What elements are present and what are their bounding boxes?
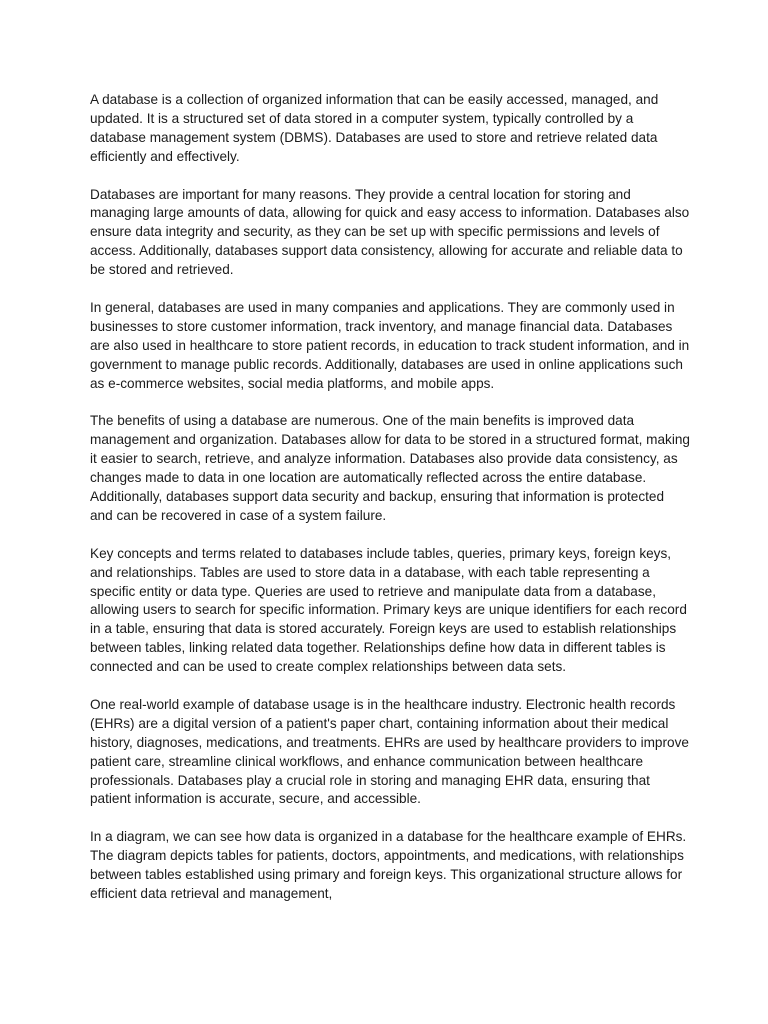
paragraph-usage: In general, databases are used in many companies and applications. They are commonly used in businesses to store customer information, track inventory, and manage financial data. Databases are also used in healthcare to store patient records, in education to track student information, and in government to manage public records. Additionally, databases are used in online applications such as e-commerce websites, social media platforms, and mobile apps. bbox=[90, 299, 690, 391]
document-body bbox=[90, 91, 690, 923]
paragraph-diagram: In a diagram, we can see how data is organized in a database for the healthcare example of EHRs. The diagram depicts tables for patients, doctors, appointments, and medications, with relationships between tables established using primary and foreign keys. This organizational structure allows for efficient data retrieval and management, bbox=[90, 829, 687, 901]
paragraph-importance: Databases are important for many reasons. They provide a central location for storing and managing large amounts of data, allowing for quick and easy access to information. Databases also ensure data integrity and security, as they can be set up with specific permissions and levels of access. Additionally, databases support data consistency, allowing for accurate and reliable data to be stored and retrieved. bbox=[90, 186, 690, 278]
paragraph-key-concepts: Key concepts and terms related to databases include tables, queries, primary keys, foreign keys, and relationships. Tables are used to store data in a database, with each table representing a specific entity or data type. Queries are used to retrieve and manipulate data from a database, allowing users to search for specific information. Primary keys are unique identifiers for each record in a table, ensuring that data is stored accurately. Foreign keys are used to establish relationships between tables, linking related data together. Relationships define how data in different tables is connected and can be used to create complex relationships between data sets. bbox=[90, 545, 687, 675]
paragraph-healthcare-example: One real-world example of database usage is in the healthcare industry. Electronic health records (EHRs) are a digital version of a patient's paper chart, containing information about their medical history, diagnoses, medications, and treatments. EHRs are used by healthcare providers to improve patient care, streamline clinical workflows, and enhance communication between healthcare professionals. Databases play a crucial role in storing and managing EHR data, ensuring that patient information is accurate, secure, and accessible. bbox=[90, 696, 689, 807]
paragraph-benefits: The benefits of using a database are numerous. One of the main benefits is improved data management and organization. Databases allow for data to be stored in a structured format, making it easier to search, retrieve, and analyze information. Databases also provide data consistency, as changes made to data in one location are automatically reflected across the entire database. Additionally, databases support data security and backup, ensuring that information is protected and can be recovered in case of a system failure. bbox=[90, 413, 690, 523]
paragraph-definition: A database is a collection of organized information that can be easily accessed, managed, and updated. It is a structured set of data stored in a computer system, typically controlled by a database management system (DBMS). Databases are used to store and retrieve related data efficiently and effectively. bbox=[90, 92, 659, 164]
